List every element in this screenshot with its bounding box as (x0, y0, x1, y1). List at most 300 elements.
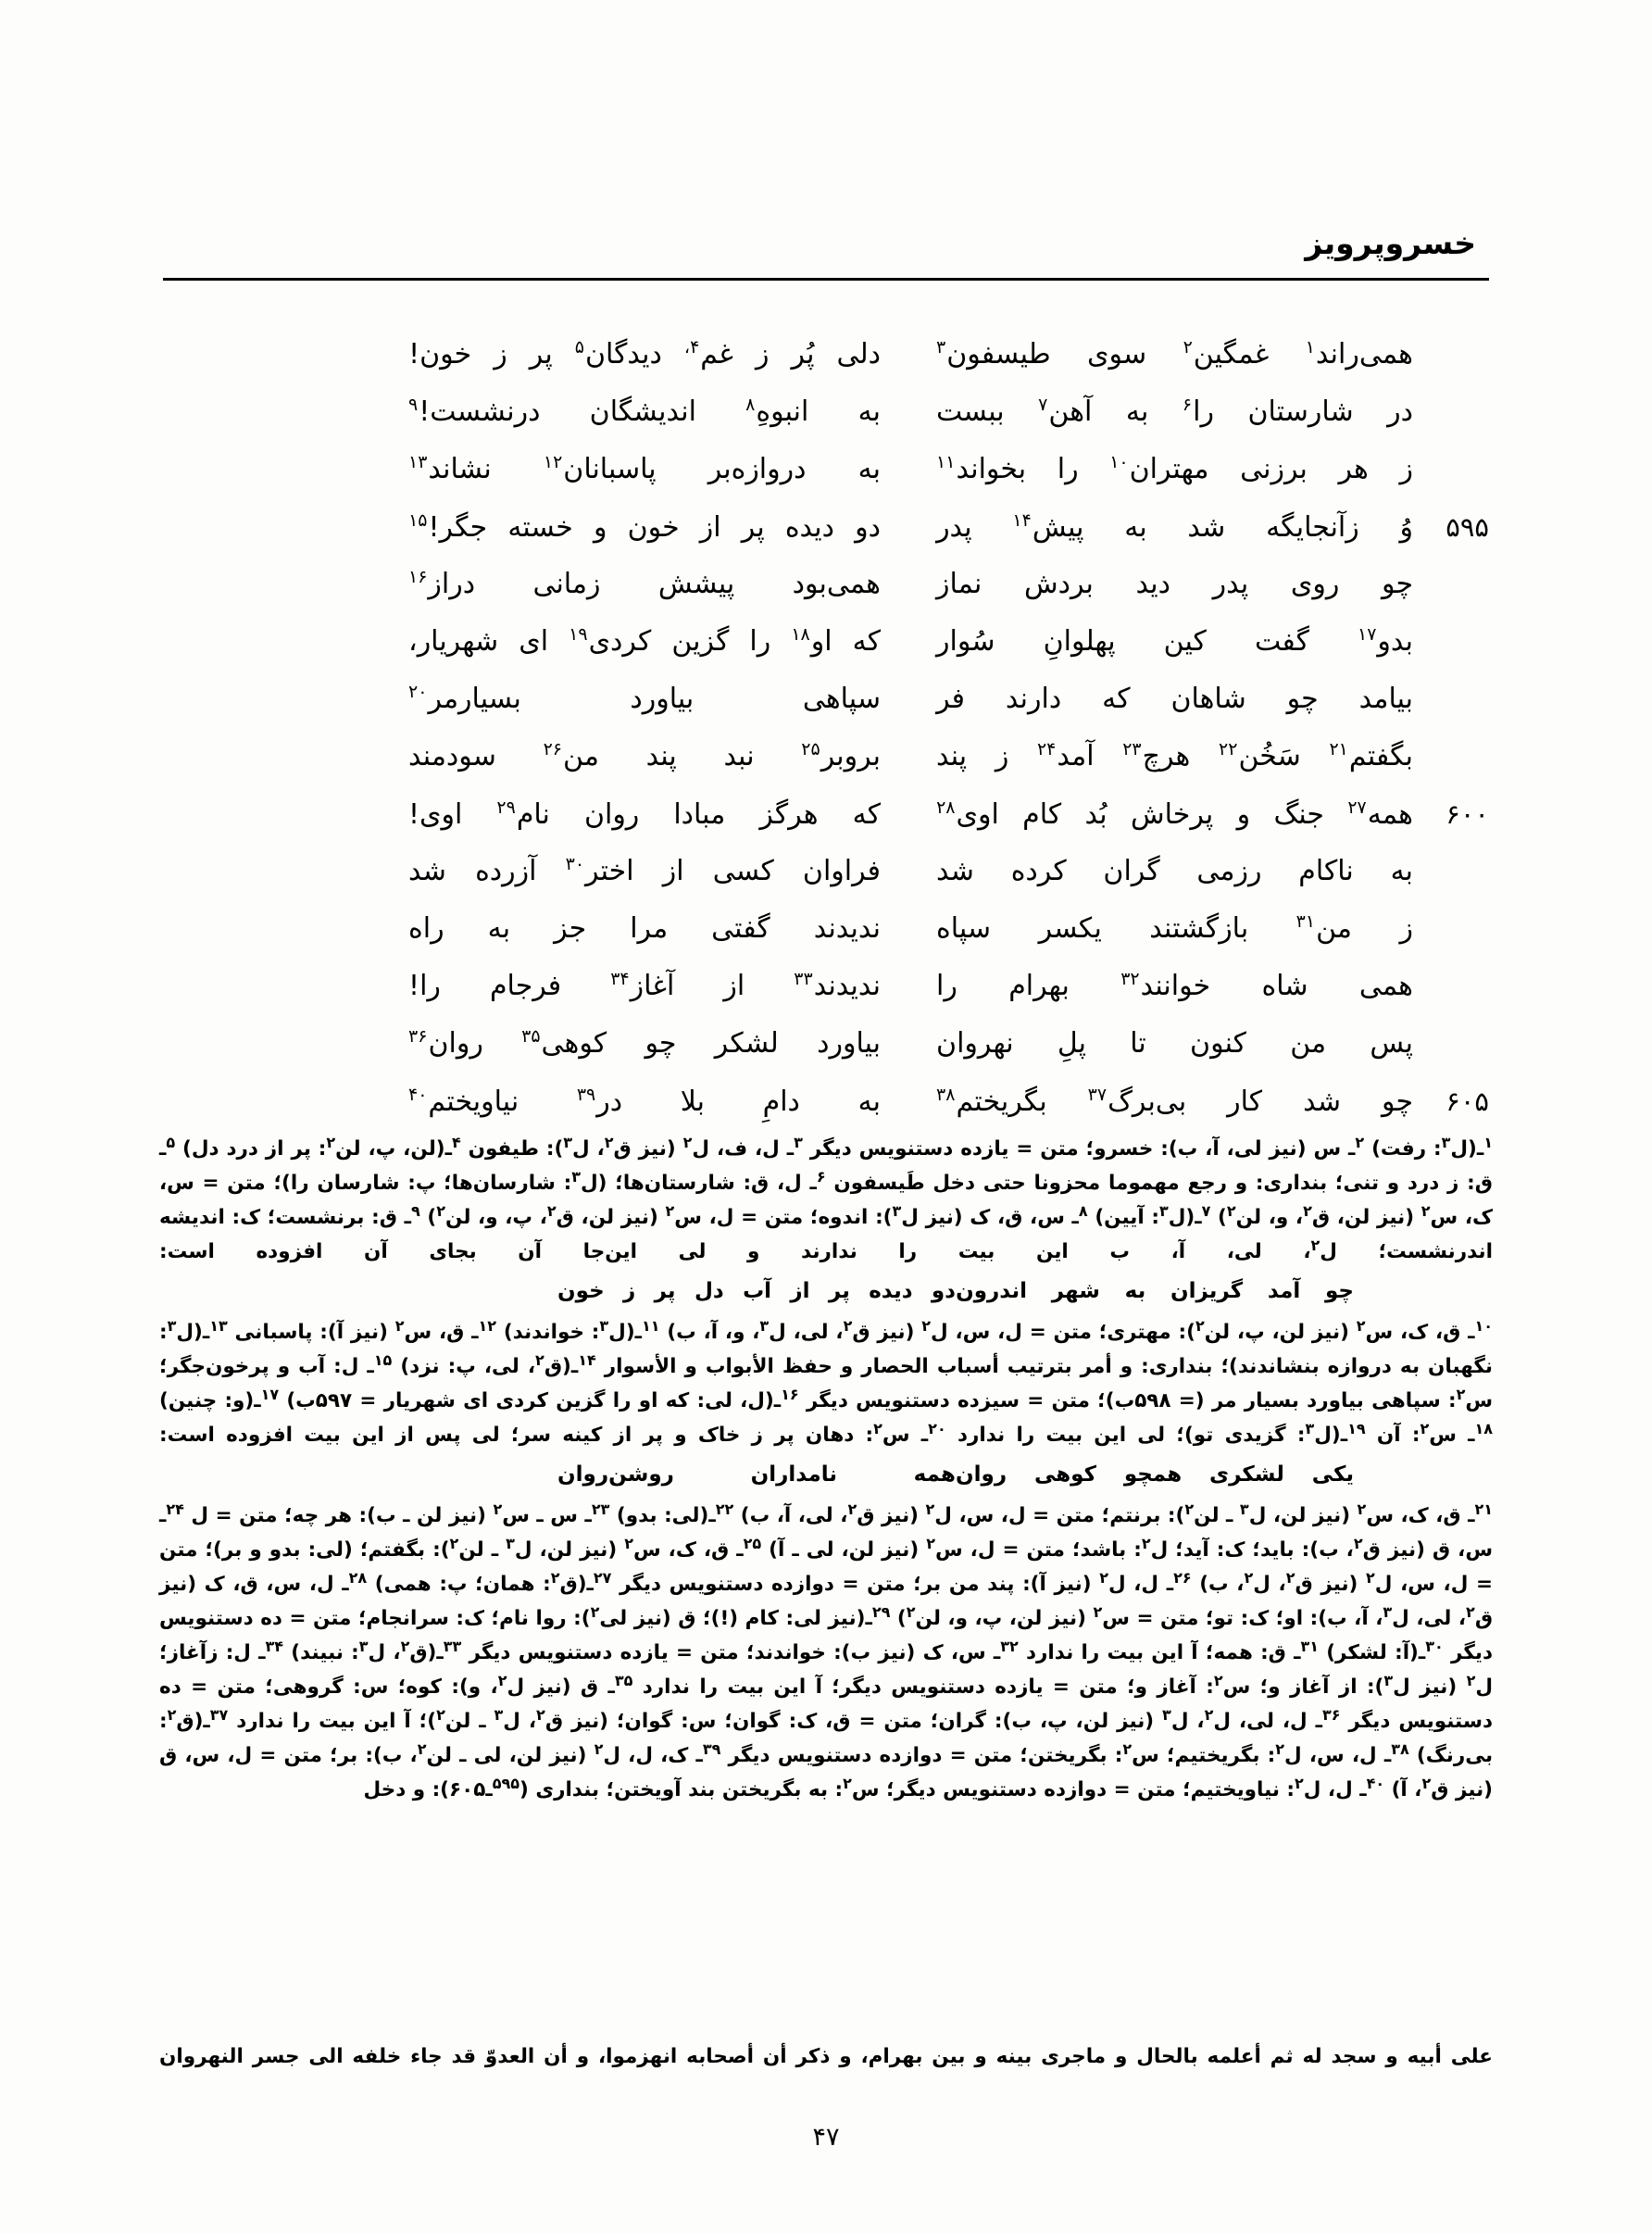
apparatus-siglum-index: ۲ (536, 1705, 545, 1724)
verse-word: دارند (1005, 683, 1062, 715)
footnote-marker: ۲۶ (543, 739, 562, 759)
footnote-marker: ۱۸ (791, 624, 810, 645)
inset-word: از (790, 1279, 810, 1303)
inset-word: آب (743, 1279, 772, 1303)
apparatus-siglum-index: ۲ (400, 1637, 410, 1655)
verse-word: دلی (836, 338, 881, 370)
verse-word: پر (529, 338, 553, 370)
apparatus-siglum-index: ۲ (1366, 1568, 1375, 1587)
verse-word: بیاورد (817, 1027, 881, 1060)
footnote-marker: ۱۴ (1012, 510, 1032, 531)
verse-word: به (1125, 395, 1149, 428)
hemistich-first (936, 728, 1413, 785)
footnote-marker: ۵ (574, 337, 584, 358)
hemistich-first (936, 326, 1413, 383)
apparatus-siglum-index: ۳ (358, 1637, 369, 1655)
verse-word: مرا (630, 912, 669, 945)
apparatus-siglum-index: ۳ (1383, 1671, 1394, 1689)
verse-word: سپاهی (802, 683, 881, 715)
apparatus-siglum-index: ۲ (921, 1316, 931, 1335)
verse-line (163, 613, 1489, 671)
hemistich-first (936, 383, 1413, 441)
verse-word: ز (1399, 453, 1413, 485)
verse-word: که (852, 625, 881, 658)
footnote-marker: ۱۷ (1357, 624, 1377, 645)
verse-word: او$^{۱۸}$ (791, 624, 832, 658)
footnote-marker: ۲۹ (496, 797, 516, 818)
verse-word: وُ (1399, 511, 1413, 544)
verse-word: برزنی (1240, 453, 1308, 485)
hemistich-second (408, 1073, 936, 1131)
hemistich-second (408, 958, 936, 1015)
verse-word: پلِ (1057, 1027, 1086, 1060)
apparatus-siglum-index: ۳ (599, 1316, 609, 1335)
verse-word: من$^{۲۶}$ (543, 739, 599, 772)
verse-word: پس (1370, 1027, 1413, 1060)
apparatus-siglum-index: ۳ (1158, 1201, 1169, 1220)
verse-word: چو (1381, 568, 1413, 600)
verse-word: خون! (408, 338, 472, 370)
apparatus-siglum-index: ۲ (1295, 1774, 1304, 1792)
verse-word: نماز (936, 568, 982, 600)
verse-line (163, 671, 1489, 728)
verse-word: پر (741, 511, 765, 544)
footnote-marker: ۲۰ (408, 682, 428, 702)
hemistich-first (936, 958, 1413, 1015)
verse-word: کام (1022, 798, 1062, 831)
apparatus-note-index: ۱۸ (1474, 1419, 1493, 1437)
verse-word: شارستان (1247, 395, 1354, 428)
hemistich-first (936, 556, 1413, 613)
verse-number: ۶۰۰ (1446, 798, 1489, 830)
verse-word: دو (855, 511, 881, 544)
inset-word: دو (931, 1279, 956, 1303)
apparatus-siglum-index: ۲ (497, 1671, 507, 1689)
footnote-marker: ۳۳ (794, 969, 813, 989)
verse-word: پرخاش (1131, 798, 1214, 831)
verse-word: سپاه (936, 912, 992, 945)
verse-word: هر (1338, 453, 1369, 485)
apparatus-note-index: ۴۰ (1366, 1774, 1385, 1792)
verse-word: بسیارمر$^{۲۰}$ (408, 682, 521, 715)
apparatus-siglum-index: ۲ (1184, 1500, 1195, 1518)
footnote-marker: ۳۲ (1120, 969, 1140, 989)
hemistich-first (936, 499, 1413, 557)
apparatus-note-index: ۱ (1483, 1133, 1493, 1151)
verse-word: همی‌بود (792, 568, 881, 600)
verse-word: کرده (1010, 855, 1067, 887)
apparatus-note-index: ۳۱ (1300, 1637, 1319, 1655)
verse-word: ناکام (1298, 855, 1354, 887)
apparatus-paragraph: $^۱$ـ(ل$^۳$: رفت) $^۲$ـ س (نیز لی، آ، ب): خسرو؛ متن = یازده دستنویس دیگر $^۳$ـ ل، ف، ل$^۲$ (نیز ق$^۲$، ل$^۳$): طیفون $^۴$ـ(لن، پ، لن$^۲$: پر از درد دل) $^۵$ـ ق: ز درد و تنی؛ بنداری: و رجع مهموما محزونا حتی دخل طَیسفون $^۶$ـ ل، ق: شارستان‌ها؛ (ل$^۳$: شارسان‌ها؛ پ: شارسان را)؛ متن = س، ک، س$^۲$ (نیز لن، ق$^۲$، و، لن$^۲$) $^۷$ـ(ل$^۳$: آیین) $^۸$ـ س، ق، ک (نیز ل$^۳$): اندوه؛ متن = ل، س$^۲$ (نیز لن، ق$^۲$، پ، و، لن$^۲$) $^۹$ـ ق: برنشست؛ ک: اندیشه اندرنشست؛ ل$^۲$، لی، آ، ب این بیت را ندارند و لی این‌جا آن بجای آن افزوده است: (159, 1133, 1494, 1263)
verse-word: کار (1227, 1086, 1263, 1118)
apparatus-siglum-index: ۲ (1204, 1705, 1214, 1724)
apparatus-siglum-index: ۲ (682, 1133, 693, 1151)
footnote-marker: ۳۰ (565, 854, 585, 874)
verse-word: بروبر$^{۲۵}$ (801, 739, 881, 772)
apparatus-siglum-index: ۳ (506, 1534, 515, 1552)
verse-word: شاه (1261, 970, 1308, 1002)
verse-word: آغاز$^{۳۴}$ (610, 969, 675, 1002)
verse-word: پیشش (657, 568, 735, 600)
apparatus-siglum-index: ۲ (550, 1568, 560, 1587)
verse-word: دراز$^{۱۶}$ (408, 567, 476, 600)
footnote-marker: ۱۳ (408, 452, 428, 472)
verse-word: آهن$^۷$ (1038, 395, 1093, 428)
verse-word: درنشست!$^۹$ (408, 395, 541, 428)
verse-word: پند (645, 740, 677, 772)
apparatus-siglum-index: ۲ (906, 1602, 916, 1621)
verse-word: به (487, 912, 511, 945)
verse-word: شد (1187, 511, 1226, 544)
apparatus-siglum-index: ۳ (563, 1133, 573, 1151)
apparatus-siglum-index: ۲ (1420, 1419, 1430, 1437)
verse-word: من$^{۳۱}$ (1295, 911, 1352, 945)
apparatus-note-index: ۳۸ (1391, 1739, 1409, 1758)
apparatus-siglum-index: ۲ (604, 1133, 614, 1151)
hemistich-second (408, 786, 936, 844)
apparatus-note-index: ۲۰ (928, 1419, 946, 1437)
apparatus-siglum-index: ۲ (1353, 1534, 1363, 1552)
verse-word: دیدگان$^۵$ (574, 337, 662, 370)
footnote-marker: ۶ (1182, 395, 1193, 415)
verse-word: بخواند$^{۱۱}$ (936, 452, 1027, 485)
verse-word: و (1236, 798, 1251, 831)
verse-word: در (1387, 395, 1413, 428)
apparatus-note-index: ۱۷ (260, 1385, 280, 1403)
inset-word: لشکری (1209, 1462, 1284, 1487)
apparatus-note-index: ۸ (1078, 1201, 1088, 1220)
inset-word: یکی (1311, 1462, 1354, 1487)
verse-word: اختر$^{۳۰}$ (565, 854, 634, 887)
apparatus-note-index: ۲۱ (1474, 1500, 1493, 1518)
apparatus-note-index: ۵۹۵ (492, 1774, 520, 1792)
verse-word: چو (645, 1027, 677, 1060)
footnote-marker: ۲۸ (936, 797, 956, 818)
apparatus-note-index: ۱۵ (373, 1350, 393, 1369)
footnote-marker: ۴۰ (408, 1085, 428, 1105)
apparatus-note-index: ۱۹ (1347, 1419, 1366, 1437)
apparatus-siglum-index: ۲ (926, 1534, 935, 1552)
footnote-marker: ۱۶ (408, 567, 428, 587)
verse-line (163, 1015, 1489, 1073)
verse-word: ندیدند$^{۳۳}$ (794, 969, 881, 1002)
footnote-marker: ۹ (408, 395, 419, 415)
apparatus-siglum-index: ۲ (873, 1419, 882, 1437)
verse-word: غم$^{۴،}$ (683, 337, 733, 370)
hemistich-first (936, 1015, 1413, 1073)
inset-word: به (1124, 1279, 1146, 1303)
apparatus-siglum-index: ۲ (843, 1774, 852, 1792)
footnote-marker: ۲۴ (1036, 739, 1057, 759)
verse-number: ۵۹۵ (1446, 511, 1489, 543)
verse-word: پدر (936, 511, 972, 544)
footnote-marker: ۲۱ (1329, 739, 1348, 759)
footnote-marker: ۲۲ (1219, 739, 1238, 759)
verse-word: کسی (712, 855, 774, 887)
inset-word: اندرون (956, 1279, 1028, 1303)
verse-word: بدو$^{۱۷}$ (1357, 624, 1413, 658)
footnote-marker: ۳۸ (936, 1085, 956, 1105)
apparatus-siglum-index: ۲ (326, 1133, 336, 1151)
verse-word: ای (519, 625, 549, 658)
verse-word: شد (408, 855, 446, 887)
verse-word: دروازه‌بر (707, 453, 807, 485)
apparatus-siglum-index: ۲ (1356, 1316, 1366, 1335)
apparatus-siglum-index: ۲ (1303, 1201, 1312, 1220)
apparatus-note-index: ۳۴ (265, 1637, 284, 1655)
verse-word: را (749, 625, 771, 658)
verse-block (163, 326, 1489, 1130)
verse-word: همی‌راند$^۱$ (1305, 337, 1413, 370)
apparatus-siglum-index: ۲ (925, 1500, 935, 1518)
inset-hemistich-second (557, 1454, 956, 1495)
verse-word: همه$^{۲۷}$ (1347, 797, 1413, 831)
inset-word: روان (956, 1462, 1007, 1487)
apparatus-siglum-index: ۳ (1441, 1133, 1451, 1151)
verse-word: اوی! (408, 798, 463, 831)
verse-word: طیسفون$^۳$ (936, 337, 1051, 370)
hemistich-second (408, 671, 936, 728)
verse-word: به (1124, 511, 1147, 544)
verse-word: سودمند (408, 740, 496, 772)
apparatus-siglum-index: ۲ (1357, 1500, 1367, 1518)
hemistich-first (936, 613, 1413, 671)
footnote-marker: ۱۹ (569, 624, 588, 645)
footnote-marker: ۳۴ (610, 969, 630, 989)
apparatus-siglum-index: ۲ (624, 1534, 633, 1552)
verse-word: نیاویختم$^{۴۰}$ (408, 1085, 519, 1118)
apparatus-note-index: ۳۷ (209, 1705, 229, 1724)
apparatus-note-index: ۱۰ (1474, 1316, 1494, 1335)
apparatus-siglum-index: ۳ (167, 1316, 177, 1335)
verse-word: لشکر (714, 1027, 779, 1060)
apparatus-siglum-index: ۲ (1466, 1602, 1475, 1621)
verse-word: آمد$^{۲۴}$ (1036, 739, 1095, 772)
verse-word: نهروان (936, 1027, 1014, 1060)
header-divider (163, 278, 1489, 281)
verse-word: کوهی$^{۳۵}$ (521, 1026, 607, 1060)
verse-word: نشاند$^{۱۳}$ (408, 452, 492, 485)
verse-word: آزرده (475, 855, 537, 887)
verse-word: مهتران$^{۱۰}$ (1109, 452, 1209, 485)
verse-word: یکسر (1038, 912, 1102, 945)
verse-word: پهلوانِ (1043, 625, 1116, 658)
verse-word: بگفتم$^{۲۱}$ (1329, 739, 1413, 772)
verse-word: سَخُن$^{۲۲}$ (1219, 739, 1301, 772)
verse-word: بهرام (1008, 970, 1070, 1002)
inset-word: چو (1325, 1279, 1354, 1303)
footnote-marker: ۳۹ (576, 1085, 596, 1105)
apparatus-paragraph: $^{۲۱}$ـ ق، ک، س$^۲$ (نیز لن، ل$^۳$ ـ لن$^۲$): برنتم؛ متن = ل، س، ل$^۲$ (نیز ق$^۲$، لی، آ، ب) $^{۲۲}$ـ(لی: بدو) $^{۲۳}$ـ س ـ س$^۲$ (نیز لن ـ ب): هر چه؛ متن = ل $^{۲۴}$ـ س، ق (نیز ق$^۲$، ب): باید؛ ک: آید؛ ل$^۲$: باشد؛ متن = ل، س$^۲$ (نیز لن، لی ـ آ) $^{۲۵}$ـ ق، ک، س$^۲$ (نیز لن، ل$^۳$ ـ لن$^۲$): بگفتم؛ (لی: بدو و بر)؛ متن = ل، س، ل$^۲$ (نیز ق$^۲$، ل$^۲$، ب) $^{۲۶}$ـ ل، ل$^۲$ (نیز آ): پند من بر؛ متن = دوازده دستنویس دیگر $^{۲۷}$ـ(ق$^۲$: همان؛ پ: همی) $^{۲۸}$ـ ل، س، ق، ک (نیز ق$^۲$، لی، ل$^۳$، آ، ب): او؛ ک: تو؛ متن = س$^۲$ (نیز لن، پ، و، لن$^۲$) $^{۲۹}$ـ(نیز لی: کام (!)؛ ق (نیز لی$^۲$): روا نام؛ ک: سرانجام؛ متن = ده دستنویس دیگر $^{۳۰}$ـ(آ: لشکر) $^{۳۱}$ـ ق: همه؛ آ این بیت را ندارد $^{۳۲}$ـ س، ک (نیز ب): خواندند؛ متن = یازده دستنویس دیگر $^{۳۳}$ـ(ق$^۲$، ل$^۳$: نبیند) $^{۳۴}$ـ ل: زآغاز؛ ل$^۲$ (نیز ل$^۳$): از آغاز و؛ س$^۲$: آغاز و؛ متن = یازده دستنویس دیگر؛ آ این بیت را ندارد $^{۳۵}$ـ ق (نیز ل$^۲$، و): کوه؛ س: گروهی؛ متن = ده دستنویس دیگر $^{۳۶}$ـ ل، لی، ل$^۲$، ل$^۳$ (نیز لن، پ، ب): گران؛ متن = ق، ک: گوان؛ س: گوان؛ (نیز ق$^۲$، ل$^۳$ ـ لن$^۲$)؛ آ این بیت را ندارد $^{۳۷}$ـ(ق$^۲$: بی‌رنگ) $^{۳۸}$ـ ل، س، ل$^۲$: بگریختیم؛ س$^۲$: بگریختن؛ متن = دوازده دستنویس دیگر $^{۳۹}$ـ ک، ل، ل$^۲$ (نیز لن، لی ـ لن$^۲$، ب): بر؛ متن = ل، س، ق (نیز ق$^۲$، آ) $^{۴۰}$ـ ل، ل$^۲$: نیاویختیم؛ متن = دوازده دستنویس دیگر؛ س$^۲$: به بگریختن بند آویختن؛ بنداری ($^{۵۹۵}$ـ۶۰۵): و دخل (159, 1500, 1494, 1801)
apparatus-note-index: ۳۹ (702, 1739, 721, 1758)
verse-word: فر (936, 683, 965, 715)
footnote-marker: ۴، (683, 337, 700, 358)
apparatus-siglum-index: ۲ (167, 1705, 177, 1724)
apparatus-siglum-index: ۲ (1466, 1671, 1476, 1689)
apparatus-siglum-index: ۲ (1275, 1739, 1285, 1758)
verse-word: انبوهِ$^۸$ (745, 395, 809, 428)
verse-word: پند (936, 740, 968, 772)
textual-apparatus (159, 1132, 1493, 1809)
hemistich-second (408, 441, 936, 498)
page-title: خسروپرویز (1305, 225, 1476, 261)
apparatus-note-index: ۱۶ (781, 1385, 799, 1403)
verse-word: بازگشتند (1149, 912, 1249, 945)
verse-word: من (1290, 1027, 1327, 1060)
verse-word: به (857, 395, 881, 428)
apparatus-siglum-index: ۲ (843, 1316, 853, 1335)
verse-word: مبادا (673, 798, 726, 831)
verse-word: جگر!$^{۱۵}$ (408, 510, 488, 544)
footnote-marker: ۷ (1038, 395, 1048, 415)
verse-word: کین (1163, 625, 1207, 658)
verse-word: جز (554, 912, 587, 945)
verse-word: به (1390, 855, 1413, 887)
verse-line (163, 958, 1489, 1015)
verse-word: از (662, 855, 684, 887)
apparatus-inset-verse (159, 1454, 1493, 1495)
hemistich-second (408, 843, 936, 900)
verse-line (163, 498, 1489, 556)
inset-word: کوهی (1033, 1462, 1096, 1487)
verse-word: ز (995, 740, 1009, 772)
verse-word: خسته (507, 511, 573, 544)
verse-word: فراوان (802, 855, 881, 887)
apparatus-siglum-index: ۳ (494, 1705, 504, 1724)
verse-word: و (593, 511, 607, 544)
apparatus-siglum-index: ۲ (590, 1602, 600, 1621)
verse-word: زآنجایگه (1266, 511, 1359, 544)
inset-hemistich-first (956, 1271, 1354, 1312)
verse-line (163, 556, 1489, 613)
apparatus-siglum-index: ۲ (1213, 1671, 1223, 1689)
apparatus-siglum-index: ۲ (1244, 1568, 1254, 1587)
hemistich-second (408, 556, 936, 613)
verse-word: جنگ (1273, 798, 1324, 831)
verse-word: بیاورد (630, 683, 695, 715)
apparatus-siglum-index: ۲ (546, 1201, 557, 1220)
verse-word: روان (583, 798, 640, 831)
verse-word: به (857, 453, 881, 485)
verse-word: پیش$^{۱۴}$ (1012, 510, 1084, 544)
verse-word: غمگین$^۲$ (1183, 337, 1270, 370)
apparatus-note-index: ۵ (166, 1133, 176, 1151)
verse-word: سُوار (936, 625, 995, 658)
apparatus-note-index: ۴ (451, 1133, 461, 1151)
apparatus-note-index: ۲۶ (1173, 1568, 1192, 1587)
apparatus-note-index: ۳ (794, 1133, 803, 1151)
apparatus-note-index: ۳۳ (443, 1637, 462, 1655)
apparatus-note-index: ۲۵ (743, 1534, 762, 1552)
apparatus-siglum-index: ۲ (594, 1739, 604, 1758)
hemistich-first (936, 671, 1413, 728)
apparatus-note-index: ۲۹ (871, 1602, 891, 1621)
apparatus-siglum-index: ۲ (665, 1201, 675, 1220)
apparatus-note-index: ۲ (1355, 1133, 1365, 1151)
inset-word: شهر (1051, 1279, 1100, 1303)
apparatus-note-index: ۲۴ (166, 1500, 184, 1518)
hemistich-second (408, 326, 936, 383)
verse-word: پُر (791, 338, 815, 370)
apparatus-note-index: ۲۳ (591, 1500, 610, 1518)
inset-word: گریزان (1170, 1279, 1244, 1303)
apparatus-note-index: ۲۸ (348, 1568, 368, 1587)
verse-word: ز (494, 338, 507, 370)
verse-word: بیامد (1358, 683, 1413, 715)
verse-word: شد (936, 855, 974, 887)
apparatus-siglum-index: ۲ (1285, 1568, 1295, 1587)
footnote-marker: ۱ (1305, 337, 1315, 358)
verse-word: ز (755, 338, 770, 370)
apparatus-siglum-index: ۲ (1226, 1201, 1236, 1220)
arabic-quotation: علی أبیه و سجد له ثم أعلمه بالحال و ماجری بینه و بین بهرام، و ذکر أن أصحابه انهزموا، و أن العدوّ قد جاء خلفه الی جسر النهروان (159, 2045, 1493, 2068)
apparatus-note-index: ۳۵ (614, 1671, 633, 1689)
verse-line (163, 441, 1489, 498)
verse-word: بگریختم$^{۳۸}$ (936, 1085, 1047, 1118)
verse-word: کنون (1190, 1027, 1246, 1060)
footnote-marker: ۲۷ (1347, 797, 1367, 818)
verse-word: ببست (936, 395, 1005, 428)
inset-word: همه (913, 1462, 956, 1487)
apparatus-siglum-index: ۲ (394, 1316, 405, 1335)
inset-word: خون (557, 1279, 605, 1303)
apparatus-note-index: ۱۳ (209, 1316, 228, 1335)
hemistich-second (408, 499, 936, 557)
apparatus-note-index: ۱۴ (578, 1350, 596, 1369)
verse-word: اندیشگان (589, 395, 696, 428)
verse-word: رزمی (1196, 855, 1262, 887)
verse-word: پاسبانان$^{۱۲}$ (543, 452, 657, 485)
verse-word: شاهان (1170, 683, 1246, 715)
verse-word: بلا (680, 1086, 705, 1118)
verse-word: زمانی (532, 568, 601, 600)
apparatus-note-index: ۳۰ (1425, 1637, 1444, 1655)
apparatus-siglum-index: ۲ (1141, 1534, 1151, 1552)
apparatus-note-index: ۲۷ (593, 1568, 612, 1587)
verse-word: گزین (671, 625, 730, 658)
inset-word: نامداران (750, 1462, 838, 1487)
verse-word: دیده (784, 511, 834, 544)
verse-word: نبد (723, 740, 755, 772)
verse-line (163, 728, 1489, 785)
apparatus-siglum-index: ۳ (759, 1316, 770, 1335)
hemistich-first (936, 900, 1413, 958)
hemistich-first (936, 441, 1413, 498)
apparatus-siglum-index: ۲ (535, 1350, 544, 1369)
hemistich-first (936, 843, 1413, 900)
verse-word: چو (1286, 683, 1319, 715)
verse-line (163, 326, 1489, 383)
verse-word: شهریار، (408, 625, 499, 658)
inset-word: پر (654, 1279, 676, 1303)
hemistich-second (408, 900, 936, 958)
verse-word: سوی (1087, 338, 1147, 370)
verse-word: شد (1303, 1086, 1341, 1118)
apparatus-siglum-index: ۲ (436, 1705, 445, 1724)
verse-word: از (699, 511, 721, 544)
footnote-marker: ۳۱ (1295, 911, 1316, 932)
apparatus-siglum-index: ۲ (1093, 1602, 1103, 1621)
verse-word: هرگز (759, 798, 819, 831)
verse-word: بُد (1084, 798, 1108, 831)
apparatus-note-index: ۳۲ (1000, 1637, 1019, 1655)
verse-word: هرچ$^{۲۳}$ (1122, 739, 1191, 772)
footnote-marker: ۳۶ (408, 1026, 428, 1047)
verse-word: روی (1290, 568, 1340, 600)
verse-word: ز (1399, 912, 1413, 945)
footnote-marker: ۸ (745, 395, 756, 415)
